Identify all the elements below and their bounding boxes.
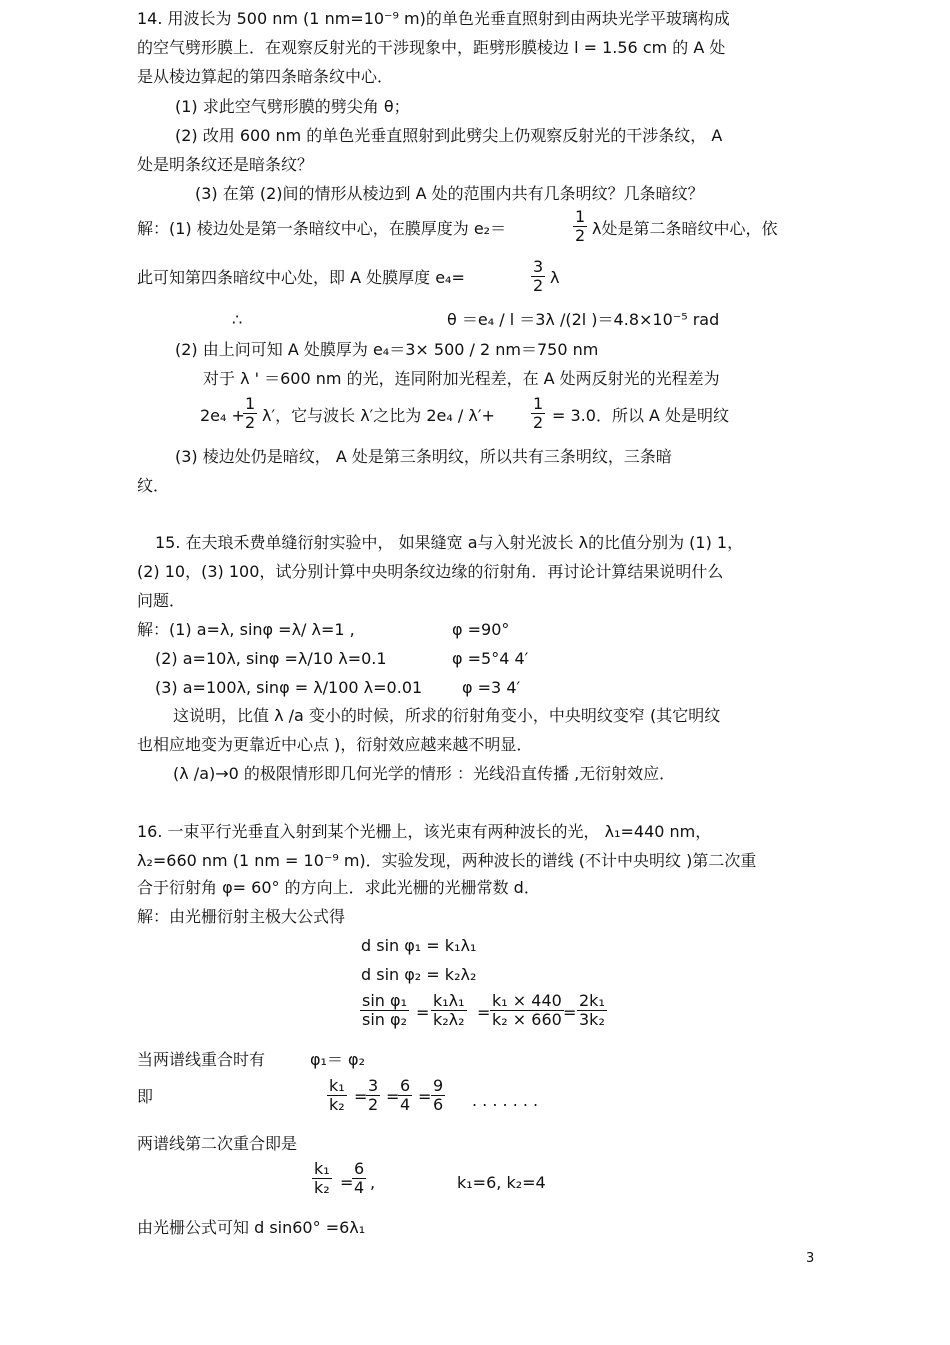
p15-result-1-value: φ =90° bbox=[452, 620, 510, 639]
fraction-denominator: 2 bbox=[575, 226, 586, 245]
p16-solution-intro: 解：由光栅衍射主极大公式得 bbox=[137, 907, 346, 926]
p16-line-2: λ₂=660 nm (1 nm = 10⁻⁹ m)．实验发现，两种波长的谱线 (不计中央明纹 )第二次重 bbox=[137, 851, 757, 870]
p14-question-3: (3) 在第 (2)间的情形从棱边到 A 处的范围内共有几条明纹？几条暗纹？ bbox=[195, 184, 704, 203]
fraction-half bbox=[573, 208, 587, 245]
ratio-fraction-3 bbox=[490, 992, 564, 1029]
p14-solution-1c: θ ＝e₄ / l ＝3λ /(2l )＝4.8×10⁻⁵ rad bbox=[447, 310, 720, 329]
fraction-half bbox=[243, 395, 257, 432]
equals-sign: = bbox=[418, 1087, 432, 1106]
fraction-denominator: k₂ bbox=[314, 1178, 330, 1197]
p14-solution-3b: 纹． bbox=[137, 476, 170, 495]
p14-solution-1a-tail: λ处是第二条暗纹中心，依 bbox=[592, 219, 778, 238]
p16-line-1: 16. 一束平行光垂直入射到某个光栅上，该光束有两种波长的光， λ₁=440 nm， bbox=[137, 822, 712, 841]
fraction-denominator: 2 bbox=[533, 413, 544, 432]
equals-sign: = bbox=[563, 1003, 577, 1022]
fraction-denominator: sin φ₂ bbox=[362, 1010, 407, 1029]
fraction-numerator: k₁ bbox=[329, 1076, 345, 1095]
ratio-fraction-2 bbox=[431, 992, 467, 1029]
fraction-numerator: 1 bbox=[533, 394, 544, 413]
p14-solution-2b: 对于 λ ' ＝600 nm 的光，连同附加光程差，在 A 处两反射光的光程差为 bbox=[203, 369, 720, 388]
ratio-fraction-4 bbox=[577, 992, 607, 1029]
fraction-numerator: k₁λ₁ bbox=[433, 991, 465, 1010]
p14-question-2b: 处是明条纹还是暗条纹？ bbox=[137, 155, 314, 174]
fraction-denominator: 4 bbox=[400, 1095, 411, 1114]
p16-equation-2: d sin φ₂ = k₂λ₂ bbox=[361, 965, 477, 984]
p16-equation-1: d sin φ₁ = k₁λ₁ bbox=[361, 936, 477, 955]
series-fraction-3 bbox=[398, 1077, 412, 1114]
fraction-numerator: sin φ₁ bbox=[362, 991, 407, 1010]
fraction-three-half bbox=[531, 258, 545, 295]
second-fraction-1 bbox=[312, 1160, 332, 1197]
fraction-denominator: 3k₂ bbox=[579, 1010, 605, 1029]
fraction-numerator: k₁ bbox=[314, 1159, 330, 1178]
p14-question-2a: (2) 改用 600 nm 的单色光垂直照射到此劈尖上仍观察反射光的干涉条纹， A bbox=[175, 126, 723, 145]
series-fraction-1 bbox=[327, 1077, 347, 1114]
ratio-fraction-1 bbox=[360, 992, 409, 1029]
series-fraction-4 bbox=[431, 1077, 445, 1114]
p15-result-3-value: φ =3 4′ bbox=[462, 678, 521, 697]
p16-overlap-text: 当两谱线重合时有 bbox=[137, 1050, 266, 1069]
fraction-denominator: k₂λ₂ bbox=[433, 1010, 465, 1029]
fraction-denominator: 6 bbox=[433, 1095, 444, 1114]
p15-line-1: 15. 在夫琅禾费单缝衍射实验中， 如果缝宽 a与入射光波长 λ的比值分别为 (1) 1， bbox=[155, 533, 744, 552]
fraction-numerator: 2k₁ bbox=[579, 991, 605, 1010]
series-fraction-2 bbox=[366, 1077, 380, 1114]
fraction-numerator: 3 bbox=[368, 1076, 379, 1095]
fraction-numerator: k₁ × 440 bbox=[492, 991, 562, 1010]
fraction-half bbox=[531, 395, 545, 432]
p16-k-values: k₁=6, k₂=4 bbox=[457, 1173, 546, 1192]
p14-line-1: 14. 用波长为 500 nm (1 nm=10⁻⁹ m)的单色光垂直照射到由两块光学平玻璃构成 bbox=[137, 9, 730, 28]
fraction-denominator: k₂ bbox=[329, 1095, 345, 1114]
series-ellipsis: . . . . . . . bbox=[472, 1091, 539, 1110]
p15-conclusion-3: (λ /a)→0 的极限情形即几何光学的情形 ：光线沿直传播 ,无衍射效应． bbox=[173, 764, 676, 783]
second-fraction-2 bbox=[352, 1160, 366, 1197]
fraction-denominator: k₂ × 660 bbox=[492, 1010, 562, 1029]
p14-solution-1a: 解：(1) 棱边处是第一条暗纹中心，在膜厚度为 e₂＝ bbox=[137, 219, 507, 238]
fraction-denominator: 4 bbox=[354, 1178, 365, 1197]
fraction-numerator: 1 bbox=[245, 394, 256, 413]
p16-ji: 即 bbox=[137, 1087, 154, 1106]
p15-result-2: (2) a=10λ, sinφ =λ/10 λ=0.1 bbox=[155, 649, 387, 668]
p16-second-overlap-text: 两谱线第二次重合即是 bbox=[137, 1134, 298, 1153]
fraction-denominator: 2 bbox=[533, 276, 544, 295]
p14-line-2: 的空气劈形膜上．在观察反射光的干涉现象中，距劈形膜棱边 l = 1.56 cm 的 A 处 bbox=[137, 38, 726, 57]
fraction-numerator: 6 bbox=[400, 1076, 411, 1095]
p15-line-3: 问题． bbox=[137, 591, 186, 610]
therefore-symbol: ∴ bbox=[232, 310, 243, 329]
page-number: 3 bbox=[806, 1251, 815, 1266]
fraction-numerator: 3 bbox=[533, 257, 544, 276]
p14-line-3: 是从棱边算起的第四条暗条纹中心． bbox=[137, 67, 394, 86]
fraction-numerator: 6 bbox=[354, 1159, 365, 1178]
p14-solution-1b-tail: λ bbox=[550, 268, 560, 287]
p14-solution-1b: 此可知第四条暗纹中心处，即 A 处膜厚度 e₄= bbox=[137, 268, 465, 287]
p16-last-line: 由光栅公式可知 d sin60° =6λ₁ bbox=[137, 1218, 366, 1237]
p16-line-3: 合于衍射角 φ= 60° 的方向上．求此光栅的光栅常数 d． bbox=[137, 878, 540, 897]
p15-conclusion-2: 也相应地变为更靠近中心点 )，衍射效应越来越不明显． bbox=[137, 735, 533, 754]
fraction-denominator: 2 bbox=[245, 413, 256, 432]
p15-result-3: (3) a=100λ, sinφ = λ/100 λ=0.01 bbox=[155, 678, 423, 697]
p14-solution-2a: (2) 由上问可知 A 处膜厚为 e₄＝3× 500 / 2 nm＝750 nm bbox=[175, 340, 599, 359]
p15-line-2: (2) 10，(3) 100，试分别计算中央明条纹边缘的衍射角．再讨论计算结果说明什么 bbox=[137, 562, 724, 581]
equals-sign: = bbox=[354, 1087, 368, 1106]
p15-result-2-value: φ =5°4 4′ bbox=[452, 649, 529, 668]
p14-solution-3a: (3) 棱边处仍是暗纹， A 处是第三条明纹，所以共有三条明纹，三条暗 bbox=[175, 447, 672, 466]
p14-solution-2c-part2: λ′，它与波长 λ′之比为 2e₄ / λ′+ bbox=[262, 406, 495, 425]
p16-overlap-equation: φ₁＝ φ₂ bbox=[310, 1050, 366, 1069]
fraction-denominator: 2 bbox=[368, 1095, 379, 1114]
equals-sign: = bbox=[340, 1173, 354, 1192]
equals-sign: = bbox=[416, 1003, 430, 1022]
p15-result-1: 解：(1) a=λ, sinφ =λ/ λ=1 , bbox=[137, 620, 355, 639]
p14-solution-2c-part1: 2e₄ + bbox=[200, 406, 245, 425]
fraction-numerator: 1 bbox=[575, 207, 586, 226]
p14-question-1: (1) 求此空气劈形膜的劈尖角 θ； bbox=[175, 97, 410, 116]
equals-sign: = bbox=[477, 1003, 491, 1022]
p15-conclusion-1: 这说明，比值 λ /a 变小的时候，所求的衍射角变小，中央明纹变窄 (其它明纹 bbox=[173, 706, 721, 725]
fraction-numerator: 9 bbox=[433, 1076, 444, 1095]
p14-solution-2c-part3: = 3.0．所以 A 处是明纹 bbox=[552, 406, 730, 425]
equals-sign: = bbox=[386, 1087, 400, 1106]
comma: , bbox=[370, 1173, 376, 1192]
